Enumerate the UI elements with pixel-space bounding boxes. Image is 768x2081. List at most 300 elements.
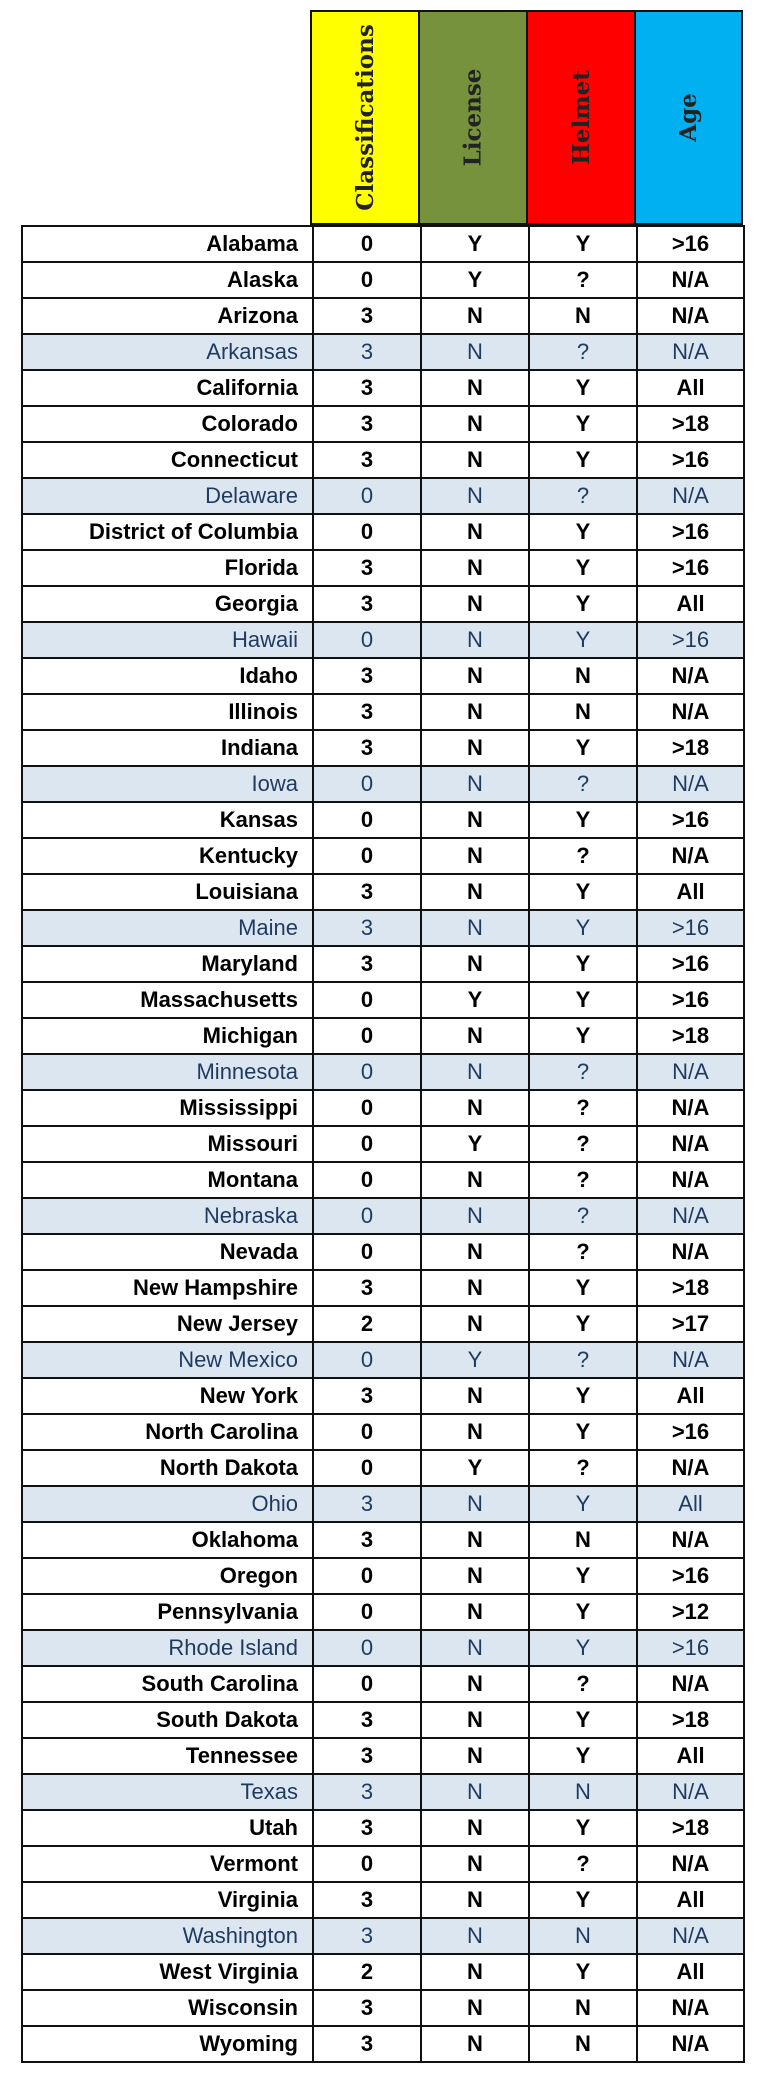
age-cell: N/A <box>637 1342 744 1378</box>
license-cell: N <box>421 1918 529 1954</box>
classification-cell: 3 <box>313 550 421 586</box>
helmet-cell: Y <box>529 802 637 838</box>
classification-cell: 0 <box>313 1198 421 1234</box>
state-cell: Maine <box>22 910 313 946</box>
state-cell: Vermont <box>22 1846 313 1882</box>
classification-cell: 3 <box>313 1378 421 1414</box>
state-cell: Wisconsin <box>22 1990 313 2026</box>
license-cell: N <box>421 2026 529 2062</box>
helmet-cell: Y <box>529 370 637 406</box>
table-row <box>22 1594 744 1630</box>
license-cell: N <box>421 1738 529 1774</box>
column-header-label: Helmet <box>567 70 595 165</box>
age-cell: N/A <box>637 334 744 370</box>
state-cell: North Dakota <box>22 1450 313 1486</box>
license-cell: N <box>421 406 529 442</box>
license-cell: N <box>421 1954 529 1990</box>
age-cell: >18 <box>637 1018 744 1054</box>
classification-cell: 3 <box>313 946 421 982</box>
state-cell: Idaho <box>22 658 313 694</box>
helmet-cell: N <box>529 694 637 730</box>
classification-cell: 0 <box>313 262 421 298</box>
table-row <box>22 1306 744 1342</box>
age-cell: N/A <box>637 1198 744 1234</box>
state-cell: Massachusetts <box>22 982 313 1018</box>
state-cell: Oklahoma <box>22 1522 313 1558</box>
table-row <box>22 1162 744 1198</box>
license-cell: N <box>421 874 529 910</box>
table-row <box>22 1198 744 1234</box>
table-row <box>22 1450 744 1486</box>
state-cell: Iowa <box>22 766 313 802</box>
helmet-cell: Y <box>529 1810 637 1846</box>
state-cell: South Carolina <box>22 1666 313 1702</box>
helmet-cell: Y <box>529 550 637 586</box>
license-cell: N <box>421 1414 529 1450</box>
classification-cell: 0 <box>313 1558 421 1594</box>
age-cell: >16 <box>637 802 744 838</box>
table-row <box>22 1738 744 1774</box>
license-cell: N <box>421 1522 529 1558</box>
table-row <box>22 622 744 658</box>
classification-cell: 0 <box>313 1846 421 1882</box>
helmet-cell: Y <box>529 1378 637 1414</box>
state-cell: Nebraska <box>22 1198 313 1234</box>
state-cell: Virginia <box>22 1882 313 1918</box>
state-cell: Connecticut <box>22 442 313 478</box>
table-row <box>22 730 744 766</box>
license-cell: N <box>421 1054 529 1090</box>
column-header-label: License <box>459 68 487 167</box>
classification-cell: 0 <box>313 766 421 802</box>
classification-cell: 3 <box>313 658 421 694</box>
table-row <box>22 1054 744 1090</box>
state-cell: West Virginia <box>22 1954 313 1990</box>
helmet-cell: Y <box>529 1270 637 1306</box>
table-row <box>22 1702 744 1738</box>
age-cell: >18 <box>637 730 744 766</box>
table-row <box>22 874 744 910</box>
helmet-cell: Y <box>529 946 637 982</box>
license-cell: N <box>421 1594 529 1630</box>
age-cell: >18 <box>637 406 744 442</box>
classification-cell: 0 <box>313 478 421 514</box>
license-cell: Y <box>421 262 529 298</box>
table-row <box>22 1954 744 1990</box>
classification-cell: 3 <box>313 1882 421 1918</box>
license-cell: N <box>421 730 529 766</box>
license-cell: N <box>421 1810 529 1846</box>
column-header-classifications <box>310 10 420 225</box>
age-cell: N/A <box>637 1522 744 1558</box>
age-cell: N/A <box>637 298 744 334</box>
state-cell: Colorado <box>22 406 313 442</box>
age-cell: N/A <box>637 1126 744 1162</box>
age-cell: N/A <box>637 1054 744 1090</box>
state-cell: Utah <box>22 1810 313 1846</box>
helmet-cell: ? <box>529 1126 637 1162</box>
state-cell: Florida <box>22 550 313 586</box>
helmet-cell: N <box>529 1918 637 1954</box>
column-header-helmet <box>526 10 636 225</box>
state-cell: Alabama <box>22 226 313 262</box>
table-row <box>22 478 744 514</box>
license-cell: N <box>421 478 529 514</box>
helmet-cell: N <box>529 658 637 694</box>
age-cell: All <box>637 1882 744 1918</box>
classification-cell: 3 <box>313 1738 421 1774</box>
state-cell: South Dakota <box>22 1702 313 1738</box>
state-cell: Alaska <box>22 262 313 298</box>
age-cell: >16 <box>637 442 744 478</box>
license-cell: N <box>421 1378 529 1414</box>
age-cell: >16 <box>637 514 744 550</box>
age-cell: N/A <box>637 1666 744 1702</box>
state-cell: Montana <box>22 1162 313 1198</box>
table-row <box>22 2026 744 2062</box>
license-cell: N <box>421 1990 529 2026</box>
helmet-cell: ? <box>529 1846 637 1882</box>
helmet-cell: Y <box>529 1702 637 1738</box>
age-cell: >16 <box>637 1558 744 1594</box>
helmet-cell: Y <box>529 1882 637 1918</box>
helmet-cell: ? <box>529 1054 637 1090</box>
helmet-cell: ? <box>529 1450 637 1486</box>
classification-cell: 3 <box>313 874 421 910</box>
age-cell: N/A <box>637 1162 744 1198</box>
classification-cell: 3 <box>313 2026 421 2062</box>
table-row <box>22 1378 744 1414</box>
helmet-cell: ? <box>529 334 637 370</box>
license-cell: N <box>421 1270 529 1306</box>
age-cell: >16 <box>637 946 744 982</box>
helmet-cell: N <box>529 1990 637 2026</box>
helmet-cell: ? <box>529 1234 637 1270</box>
classification-cell: 3 <box>313 1270 421 1306</box>
age-cell: >16 <box>637 1414 744 1450</box>
age-cell: All <box>637 1378 744 1414</box>
age-cell: >12 <box>637 1594 744 1630</box>
classification-cell: 2 <box>313 1306 421 1342</box>
helmet-cell: ? <box>529 1198 637 1234</box>
table-row <box>22 262 744 298</box>
age-cell: >16 <box>637 550 744 586</box>
age-cell: >18 <box>637 1702 744 1738</box>
helmet-cell: Y <box>529 910 637 946</box>
helmet-cell: Y <box>529 1954 637 1990</box>
helmet-cell: ? <box>529 1090 637 1126</box>
classification-cell: 0 <box>313 1450 421 1486</box>
helmet-cell: ? <box>529 1666 637 1702</box>
age-cell: N/A <box>637 1990 744 2026</box>
column-header-license <box>418 10 528 225</box>
age-cell: >16 <box>637 1630 744 1666</box>
license-cell: N <box>421 766 529 802</box>
state-cell: Delaware <box>22 478 313 514</box>
table-row <box>22 370 744 406</box>
age-cell: N/A <box>637 1450 744 1486</box>
state-cell: Michigan <box>22 1018 313 1054</box>
helmet-cell: Y <box>529 1738 637 1774</box>
classification-cell: 0 <box>313 226 421 262</box>
table-row <box>22 838 744 874</box>
license-cell: N <box>421 1630 529 1666</box>
age-cell: >18 <box>637 1270 744 1306</box>
helmet-cell: Y <box>529 586 637 622</box>
state-cell: New Hampshire <box>22 1270 313 1306</box>
age-cell: All <box>637 1486 744 1522</box>
state-cell: Washington <box>22 1918 313 1954</box>
classification-cell: 0 <box>313 514 421 550</box>
age-cell: N/A <box>637 1918 744 1954</box>
table-row <box>22 1486 744 1522</box>
state-cell: Rhode Island <box>22 1630 313 1666</box>
license-cell: N <box>421 334 529 370</box>
state-cell: Arizona <box>22 298 313 334</box>
helmet-cell: Y <box>529 514 637 550</box>
helmet-cell: N <box>529 298 637 334</box>
state-cell: Missouri <box>22 1126 313 1162</box>
license-cell: N <box>421 694 529 730</box>
age-cell: N/A <box>637 658 744 694</box>
license-cell: N <box>421 1702 529 1738</box>
state-cell: Nevada <box>22 1234 313 1270</box>
age-cell: All <box>637 370 744 406</box>
data-table <box>21 225 745 2063</box>
classification-cell: 3 <box>313 1774 421 1810</box>
table-row <box>22 982 744 1018</box>
state-cell: Wyoming <box>22 2026 313 2062</box>
state-cell: Indiana <box>22 730 313 766</box>
age-cell: N/A <box>637 1846 744 1882</box>
classification-cell: 0 <box>313 1090 421 1126</box>
helmet-cell: Y <box>529 622 637 658</box>
column-header-age <box>634 10 743 225</box>
table-row <box>22 1522 744 1558</box>
age-cell: All <box>637 586 744 622</box>
helmet-cell: N <box>529 2026 637 2062</box>
age-cell: >16 <box>637 982 744 1018</box>
license-cell: N <box>421 946 529 982</box>
classification-cell: 0 <box>313 622 421 658</box>
classification-cell: 0 <box>313 1594 421 1630</box>
classification-cell: 3 <box>313 1486 421 1522</box>
table-row <box>22 514 744 550</box>
column-header-label: Age <box>675 93 702 142</box>
table-body <box>22 226 744 2062</box>
state-cell: Oregon <box>22 1558 313 1594</box>
license-cell: N <box>421 586 529 622</box>
classification-cell: 3 <box>313 1918 421 1954</box>
classification-cell: 0 <box>313 802 421 838</box>
license-cell: N <box>421 1774 529 1810</box>
helmet-cell: Y <box>529 730 637 766</box>
state-cell: Arkansas <box>22 334 313 370</box>
helmet-cell: Y <box>529 1630 637 1666</box>
helmet-cell: Y <box>529 226 637 262</box>
table-row <box>22 1630 744 1666</box>
state-cell: Texas <box>22 1774 313 1810</box>
license-cell: N <box>421 1558 529 1594</box>
table-row <box>22 910 744 946</box>
classification-cell: 3 <box>313 406 421 442</box>
classification-cell: 3 <box>313 1990 421 2026</box>
license-cell: N <box>421 1090 529 1126</box>
classification-cell: 3 <box>313 586 421 622</box>
table-row <box>22 226 744 262</box>
helmet-cell: Y <box>529 1594 637 1630</box>
state-cell: District of Columbia <box>22 514 313 550</box>
helmet-cell: Y <box>529 982 637 1018</box>
license-cell: N <box>421 370 529 406</box>
helmet-cell: ? <box>529 262 637 298</box>
table-row <box>22 298 744 334</box>
table-row <box>22 1234 744 1270</box>
table-row <box>22 586 744 622</box>
age-cell: N/A <box>637 262 744 298</box>
table-row <box>22 658 744 694</box>
classification-cell: 0 <box>313 838 421 874</box>
helmet-cell: N <box>529 1774 637 1810</box>
license-cell: N <box>421 514 529 550</box>
license-cell: N <box>421 1198 529 1234</box>
state-cell: California <box>22 370 313 406</box>
table-row <box>22 406 744 442</box>
state-cell: Louisiana <box>22 874 313 910</box>
state-cell: Hawaii <box>22 622 313 658</box>
state-cell: Minnesota <box>22 1054 313 1090</box>
license-cell: N <box>421 622 529 658</box>
table-row <box>22 802 744 838</box>
state-cell: Kansas <box>22 802 313 838</box>
helmet-cell: Y <box>529 1486 637 1522</box>
state-cell: Pennsylvania <box>22 1594 313 1630</box>
license-cell: N <box>421 550 529 586</box>
state-cell: Kentucky <box>22 838 313 874</box>
classification-cell: 0 <box>313 1126 421 1162</box>
table-row <box>22 1774 744 1810</box>
classification-cell: 0 <box>313 1234 421 1270</box>
classification-cell: 3 <box>313 334 421 370</box>
age-cell: N/A <box>637 1090 744 1126</box>
helmet-cell: ? <box>529 1162 637 1198</box>
table-row <box>22 550 744 586</box>
table-row <box>22 1342 744 1378</box>
classification-cell: 0 <box>313 1666 421 1702</box>
classification-cell: 3 <box>313 694 421 730</box>
age-cell: N/A <box>637 766 744 802</box>
state-cell: Maryland <box>22 946 313 982</box>
helmet-cell: Y <box>529 406 637 442</box>
license-cell: N <box>421 1486 529 1522</box>
classification-cell: 0 <box>313 982 421 1018</box>
license-cell: N <box>421 1306 529 1342</box>
license-cell: Y <box>421 982 529 1018</box>
license-cell: Y <box>421 1342 529 1378</box>
state-cell: Georgia <box>22 586 313 622</box>
table-row <box>22 1666 744 1702</box>
age-cell: N/A <box>637 694 744 730</box>
state-cell: Ohio <box>22 1486 313 1522</box>
table-row <box>22 1846 744 1882</box>
helmet-cell: Y <box>529 1558 637 1594</box>
state-cell: New York <box>22 1378 313 1414</box>
license-cell: N <box>421 910 529 946</box>
license-cell: N <box>421 1846 529 1882</box>
age-cell: All <box>637 1738 744 1774</box>
table-row <box>22 694 744 730</box>
table-row <box>22 1126 744 1162</box>
classification-cell: 0 <box>313 1162 421 1198</box>
age-cell: N/A <box>637 1234 744 1270</box>
age-cell: N/A <box>637 2026 744 2062</box>
license-cell: N <box>421 838 529 874</box>
classification-cell: 3 <box>313 442 421 478</box>
license-cell: Y <box>421 1126 529 1162</box>
license-cell: N <box>421 298 529 334</box>
table-row <box>22 334 744 370</box>
state-cell: North Carolina <box>22 1414 313 1450</box>
classification-cell: 3 <box>313 730 421 766</box>
classification-cell: 3 <box>313 1702 421 1738</box>
age-cell: >16 <box>637 622 744 658</box>
classification-cell: 0 <box>313 1630 421 1666</box>
license-cell: N <box>421 802 529 838</box>
classification-cell: 0 <box>313 1054 421 1090</box>
helmet-cell: Y <box>529 874 637 910</box>
license-cell: N <box>421 658 529 694</box>
state-cell: New Mexico <box>22 1342 313 1378</box>
column-header-label: Classifications <box>351 24 379 211</box>
age-cell: >18 <box>637 1810 744 1846</box>
helmet-cell: Y <box>529 442 637 478</box>
table-row <box>22 1018 744 1054</box>
classification-cell: 3 <box>313 910 421 946</box>
license-cell: N <box>421 1882 529 1918</box>
age-cell: >16 <box>637 226 744 262</box>
license-cell: N <box>421 442 529 478</box>
table-row <box>22 1810 744 1846</box>
age-cell: All <box>637 1954 744 1990</box>
age-cell: N/A <box>637 838 744 874</box>
table-row <box>22 1090 744 1126</box>
classification-cell: 3 <box>313 1810 421 1846</box>
license-cell: Y <box>421 226 529 262</box>
table-row <box>22 1882 744 1918</box>
table-row <box>22 1414 744 1450</box>
classification-cell: 0 <box>313 1342 421 1378</box>
table-row <box>22 1558 744 1594</box>
table-row <box>22 442 744 478</box>
classification-cell: 0 <box>313 1018 421 1054</box>
age-cell: All <box>637 874 744 910</box>
helmet-cell: ? <box>529 1342 637 1378</box>
state-cell: Mississippi <box>22 1090 313 1126</box>
classification-cell: 3 <box>313 1522 421 1558</box>
state-cell: Tennessee <box>22 1738 313 1774</box>
state-cell: New Jersey <box>22 1306 313 1342</box>
table-row <box>22 1270 744 1306</box>
age-cell: >16 <box>637 910 744 946</box>
license-cell: N <box>421 1162 529 1198</box>
classification-cell: 3 <box>313 298 421 334</box>
helmet-cell: ? <box>529 766 637 802</box>
table-row <box>22 1918 744 1954</box>
helmet-cell: Y <box>529 1414 637 1450</box>
classification-cell: 3 <box>313 370 421 406</box>
license-cell: N <box>421 1234 529 1270</box>
state-cell: Illinois <box>22 694 313 730</box>
